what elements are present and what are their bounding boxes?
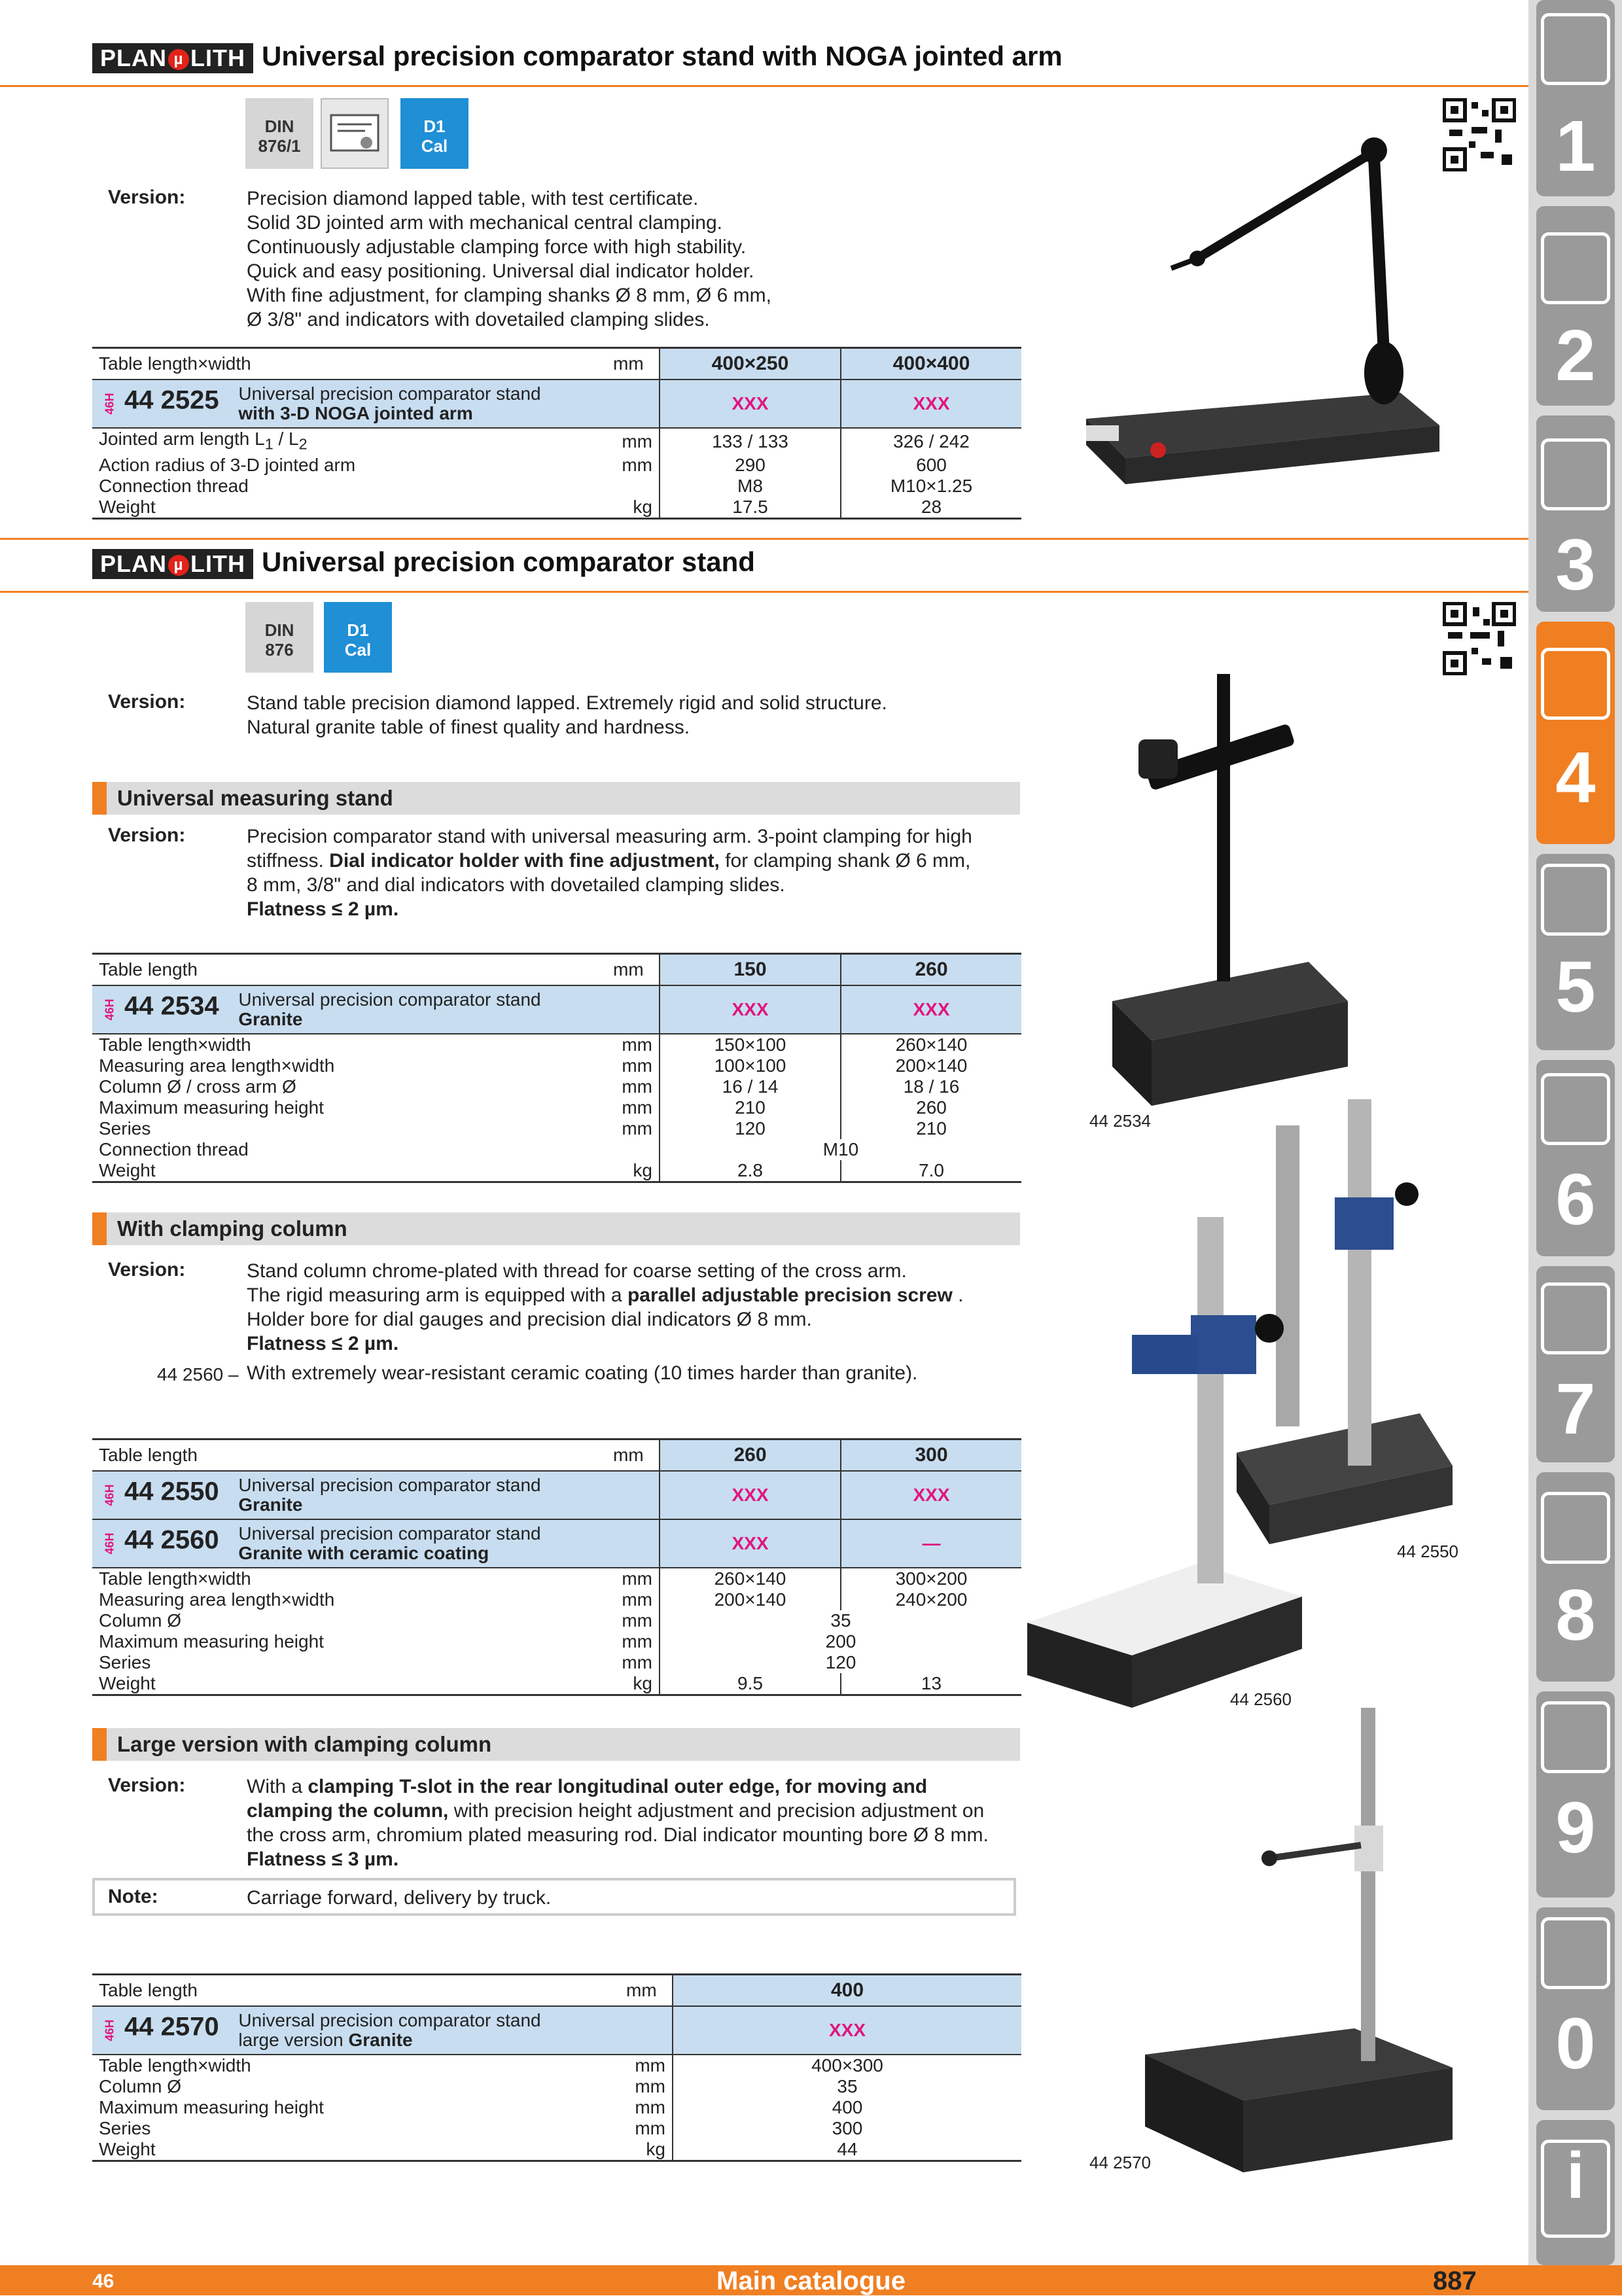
photo-caption: 44 2534 — [1089, 1111, 1151, 1131]
version-text: Precision comparator stand with universal measuring arm. 3-point clamping for high stiffness. Dial indicator holder with fine adjustment, for clamping shank Ø 6 mm, 8 mm, 3/8" and dial indicators with dovetailed clamping slides. Flatness ≤ 2 µm. — [247, 826, 972, 920]
article-number: 44 2525 — [124, 385, 219, 415]
section1-header — [0, 34, 1528, 87]
chapter-number: 7 — [1555, 1369, 1596, 1449]
article-number: 44 2550 — [124, 1477, 219, 1506]
product-photo-442550-442560 — [1027, 1086, 1485, 1714]
din-badge: DIN 876 — [245, 602, 313, 673]
product-photo-noga-stand — [1073, 118, 1453, 523]
table-row: Measuring area length×width mm 200×140 240×200 — [92, 1589, 1021, 1610]
version-text: Precision diamond lapped table, with test certificate. Solid 3D jointed arm with mechanical central clamping. Continuously adjustable clamping force with high stability. Quick and easy positioning. Universal dial indicator holder. With fine adjustment, for clamping shanks Ø 8 mm, Ø 6 mm, Ø 3/8" and indicators with dovetailed clamping slides. — [247, 188, 771, 330]
table-row: Maximum measuring height mm 400 — [92, 2097, 1021, 2118]
price: XXX — [841, 380, 1021, 428]
photo-caption: 44 2550 — [1397, 1542, 1458, 1561]
chapter-number: 8 — [1555, 1575, 1596, 1655]
qr-code-icon — [1443, 98, 1516, 171]
table-row: Connection thread M10 — [92, 1139, 1021, 1160]
table-row: Action radius of 3-D jointed arm mm 290 600 — [92, 455, 1021, 476]
product-photo-442534 — [1073, 661, 1387, 1119]
d1-cal-badge: D1 Cal — [400, 98, 468, 169]
table-row: Table length×width mm 400×300 — [92, 2055, 1021, 2076]
product-row[interactable]: 46H 44 2570 Universal precision comparator stand large version Granite XXX — [92, 2006, 1021, 2055]
section1-title: Universal precision comparator stand with NOGA jointed arm — [262, 41, 1063, 71]
version-label: Version: — [108, 691, 186, 713]
article-number: 44 2570 — [124, 2012, 219, 2041]
table-row: Maximum measuring height mm 200 — [92, 1631, 1021, 1652]
subsection-with-clamping-column: With clamping column — [92, 1212, 1020, 1245]
version-label: Version: — [108, 1259, 186, 1280]
product-row[interactable]: 46H 44 2560 Universal precision comparator stand Granite with ceramic coating XXX — — [92, 1519, 1021, 1568]
price: XXX — [660, 1471, 841, 1519]
pliers-icon — [1541, 1282, 1610, 1354]
table-row: Connection thread M8 M10×1.25 — [92, 476, 1021, 497]
subsection-universal-measuring-stand: Universal measuring stand — [92, 782, 1020, 815]
din-badge: DIN 876/1 — [245, 98, 313, 169]
table-row: Column Ø mm 35 — [92, 1610, 1021, 1631]
d1-cal-badge: D1 Cal — [324, 602, 392, 673]
table-row: Column Ø / cross arm Ø mm 16 / 14 18 / 16 — [92, 1076, 1021, 1097]
chapter-number: 0 — [1555, 2004, 1596, 2084]
version-text: Stand column chrome-plated with thread for coarse setting of the cross arm. The rigid measuring arm is equipped with a parallel adjustable precision screw . Holder bore for dial gauges and precision dial indicators Ø 8 mm. Flatness ≤ 2 µm. — [247, 1260, 964, 1354]
price: — — [841, 1519, 1021, 1568]
table-row: Weight kg 9.5 13 — [92, 1673, 1021, 1695]
chapter-number: 1 — [1555, 106, 1596, 186]
section2-header — [0, 538, 1528, 593]
table-row: Jointed arm length $L_1 / L_2$ mm 133 / 133 326 / 242 — [92, 428, 1021, 455]
price: XXX — [841, 985, 1021, 1034]
page-number-right: 887 — [1433, 2267, 1477, 2295]
table-row: Series mm 120 — [92, 1652, 1021, 1673]
table-row: Maximum measuring height mm 210 260 — [92, 1097, 1021, 1118]
section2-title: Universal precision comparator stand — [262, 546, 755, 577]
note-label: Note: — [108, 1886, 158, 1907]
toolholder-icon — [1541, 438, 1610, 510]
photo-caption: 44 2570 — [1089, 2153, 1151, 2172]
table-row: Series mm 300 — [92, 2118, 1021, 2139]
article-number: 44 2534 — [124, 991, 219, 1021]
price: XXX — [841, 1471, 1021, 1519]
price: XXX — [660, 380, 841, 428]
table-row: Measuring area length×width mm 100×100 200×140 — [92, 1055, 1021, 1076]
table-row: Weight kg 17.5 28 — [92, 497, 1021, 519]
article-number: 44 2560 — [124, 1525, 219, 1555]
note-text: Carriage forward, delivery by truck. — [247, 1887, 552, 1909]
grinding-disc-icon — [1541, 864, 1610, 936]
spec-table-442525: Table length×width mm 400×250 400×400 46H 44 2525 Universal precision comparator stand with 3-D NOGA jointed arm XXX XXX Jointed arm length $L_1 / L_2$ mm 133 / 133 326 / 242 Action radius of 3-D jointed arm mm 290 600 Connection thread M8 M10×1.25 Weight kg 17.5 28 — [92, 347, 1021, 520]
product-row[interactable]: 46H 44 2550 Universal precision comparator stand Granite XXX XXX — [92, 1471, 1021, 1519]
info-letter: i — [1566, 2139, 1585, 2212]
toolbox-icon — [1541, 1492, 1610, 1564]
qr-code-icon — [1443, 602, 1516, 675]
price: XXX — [660, 985, 841, 1034]
chapter-number: 5 — [1555, 947, 1596, 1027]
drill-icon — [1541, 13, 1610, 85]
ceramic-article-ref: 44 2560 – — [157, 1364, 239, 1385]
cabinet-icon — [1541, 1701, 1610, 1773]
product-row[interactable]: 46H 44 2534 Universal precision comparator stand Granite XXX XXX — [92, 985, 1021, 1034]
caliper-icon — [1541, 648, 1610, 720]
product-row[interactable]: 46H 44 2525 Universal precision comparator stand with 3-D NOGA jointed arm XXX XXX — [92, 380, 1021, 428]
version-label: Version: — [108, 824, 186, 846]
table-row: Table length×width mm 150×100 260×140 — [92, 1034, 1021, 1055]
footer-title: Main catalogue — [716, 2267, 906, 2295]
subsection-large-version: Large version with clamping column — [92, 1728, 1020, 1761]
version-text: With a clamping T-slot in the rear longitudinal outer edge, for moving and clamping the column, with precision height adjustment and precision adjustment on the cross arm, chromium plated measuring rod. Dial indicator mounting bore Ø 8 mm. Flatness ≤ 3 µm. — [247, 1776, 989, 1870]
spec-table-442570: Table length mm 400 46H 44 2570 Universal precision comparator stand large version Granite XXX Table length×width mm 400×300 Column Ø mm 35 Maximum measuring height mm 400 Series mm 300 Weight kg 44 — [92, 1973, 1021, 2162]
price: XXX — [673, 2006, 1021, 2055]
version-label: Version: — [108, 1775, 186, 1796]
header-label: Table length×width — [92, 348, 607, 380]
insert-icon — [1541, 232, 1610, 304]
wrench-icon — [1541, 1073, 1610, 1145]
certificate-icon — [321, 98, 389, 169]
photo-caption: 44 2560 — [1230, 1689, 1292, 1709]
table-row: Table length×width mm 260×140 300×200 — [92, 1568, 1021, 1589]
chapter-number: 6 — [1555, 1159, 1596, 1240]
chapter-number: 2 — [1555, 315, 1596, 396]
planolith-logo: PLAN µ LITH — [92, 549, 253, 579]
table-row: Column Ø mm 35 — [92, 2076, 1021, 2097]
spec-table-442550: Table length mm 260 300 46H 44 2550 Universal precision comparator stand Granite XXX XXX 46H 44 2560 Universal precision comparator stand Granite with ceramic coating XXX — Table length×width mm 260×140 300×200 Measuring area length×width mm 200×140 240×200 Column Ø mm 35 Maximum measuring height mm 200 Series mm 120 Weight kg 9.5 13 — [92, 1438, 1021, 1696]
price: XXX — [660, 1519, 841, 1568]
table-row: Series mm 120 210 — [92, 1118, 1021, 1139]
chapter-number: 3 — [1555, 525, 1596, 605]
planolith-logo: PLAN µ LITH — [92, 43, 253, 73]
safety-goggles-icon — [1541, 1917, 1610, 1989]
table-row: Weight kg 44 — [92, 2139, 1021, 2161]
page-number-left: 46 — [92, 2270, 115, 2292]
spec-table-442534: Table length mm 150 260 46H 44 2534 Universal precision comparator stand Granite XXX XXX Table length×width mm 150×100 260×140 Measuring area length×width mm 100×100 200×140 Column Ø / cross arm Ø mm 16 / 14 18 / 16 Maximum measuring height mm 210 260 Series mm 120 210 Connection thread M10 Weight kg 2.8 7.0 — [92, 953, 1021, 1183]
ceramic-text: With extremely wear-resistant ceramic coating (10 times harder than granite). — [247, 1362, 918, 1384]
product-photo-442570 — [1138, 1701, 1479, 2199]
chapter-number: 9 — [1555, 1788, 1596, 1868]
note-box — [92, 1878, 1016, 1916]
footer-bar — [0, 2265, 1622, 2295]
version-label: Version: — [108, 186, 186, 208]
table-row: Weight kg 2.8 7.0 — [92, 1160, 1021, 1182]
chapter-number: 4 — [1555, 737, 1596, 818]
version-text: Stand table precision diamond lapped. Extremely rigid and solid structure. Natural granite table of finest quality and hardness. — [247, 692, 887, 738]
